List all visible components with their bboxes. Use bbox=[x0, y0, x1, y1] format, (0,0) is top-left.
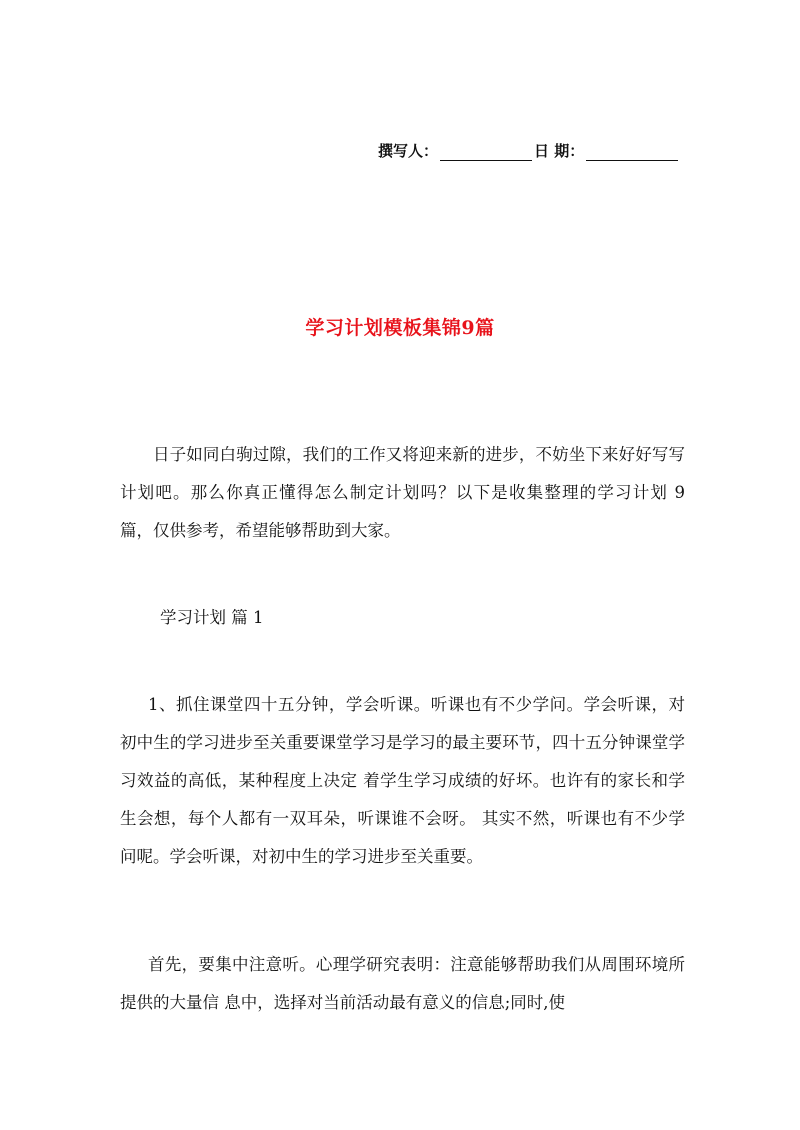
author-label: 撰写人： bbox=[378, 142, 439, 160]
paragraph-2: 首先，要集中注意听。心理学研究表明：注意能够帮助我们从周围环境所提供的大量信 息中，选择对当前活动最有意义的信息;同时,使 bbox=[120, 955, 685, 1012]
author-blank[interactable] bbox=[440, 146, 532, 161]
document-title: 学习计划模板集锦9篇 bbox=[305, 317, 495, 339]
paragraph-1: 1、抓住课堂四十五分钟，学会听课。听课也有不少学问。学会听课，对初中生的学习进步至关重要课堂学习是学习的最主要环节，四十五分钟课堂学习效益的高低，某种程度上决定 着学生学习成绩的好坏。也许有的家长和学生会想，每个人都有一双耳朵，听课谁不会呀。 其实不然，听课也有不少学问呢。学会听课，对初中生的学习进步至关重要。 bbox=[120, 695, 685, 866]
date-blank[interactable] bbox=[586, 146, 678, 161]
intro-paragraph: 日子如同白驹过隙，我们的工作又将迎来新的进步，不妨坐下来好好写写计划吧。那么你真正懂得怎么制定计划吗？以下是收集整理的学习计划 9 篇，仅供参考，希望能够帮助到大家。 bbox=[120, 445, 685, 540]
section-heading: 学习计划 篇 1 bbox=[160, 608, 264, 627]
author-date-line bbox=[378, 140, 680, 161]
date-label: 日 期： bbox=[534, 142, 585, 160]
